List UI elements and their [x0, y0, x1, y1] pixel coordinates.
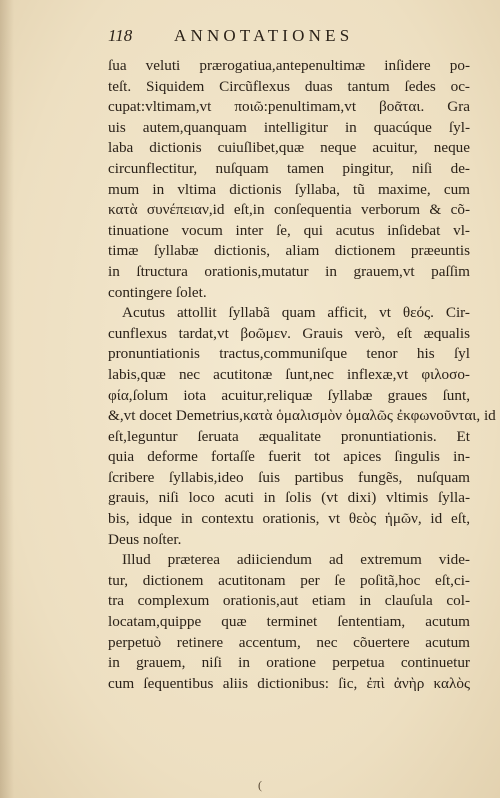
text-line: cupat:vltimam,vt ποιῶ:penultimam,vt βοᾶται. Gra [108, 98, 470, 116]
text-line: contingere ſolet. [108, 283, 207, 301]
text-line: ſcribere ſyllabis,ideo ſuis partibus fungẽs, nuſquam [108, 468, 470, 486]
text-line: tra complexum orationis,aut etiam in clauſula col- [108, 592, 470, 610]
text-line: φία,ſolum iota acuitur,reliquæ ſyllabæ graues ſunt, [108, 386, 470, 404]
text-line: tur, dictionem acutitonam per ſe poſitã,hoc eſt,ci- [108, 571, 470, 589]
text-line: quia deforme fortaſſe fuerit tot apices ſingulis in- [108, 448, 470, 466]
gutter-shadow [0, 0, 14, 798]
text-line: cum ſequentibus aliis dictionibus: ſic, ἐπὶ ἀνὴρ καλὸς [108, 674, 470, 692]
page-number: 118 [108, 26, 133, 45]
text-line: ſua veluti prærogatiua,antepenultimæ inſidere po- [108, 57, 470, 74]
text-line: &,vt docet Demetrius,κατὰ ὁμαλισμὸν ὁμαλῶς ἐκφωνοῦνται, id [108, 407, 496, 425]
text-line: cunflexus tardat,vt βοῶμεν. Grauis verò, eſt æqualis [108, 324, 470, 342]
text-line: tinuatione vocum inter ſe, qui acutus inſidebat vl- [108, 221, 470, 239]
text-line: in grauem, niſi in oratione perpetua continuetur [108, 654, 470, 672]
text-line: labis,quæ nec acutitonæ ſunt,nec inflexæ,vt φιλοσο- [108, 365, 470, 383]
text-line: Deus noſter. [108, 530, 182, 548]
text-line: pronuntiationis tractus,communiſque tenor his ſyl [108, 345, 470, 363]
text-line: in ſtructura orationis,mutatur in grauem,vt paſſim [108, 262, 470, 280]
text-line: grauis, niſi loco acuti in ſolis (vt dixi) vltimis ſylla- [108, 489, 470, 507]
body-text [108, 56, 496, 694]
text-line: mum in vltima dictionis ſyllaba, tũ maxime, cum [108, 180, 470, 198]
text-line: uis autem,quanquam intelligitur in quacúque ſyl- [108, 118, 470, 136]
text-line: circunflectitur, nuſquam tamen pingitur, niſi de- [108, 159, 470, 177]
text-line: Illud præterea adiiciendum ad extremum vide- [122, 551, 470, 569]
text-line: laba dictionis cuiuſlibet,quæ neque acuitur, neque [108, 139, 470, 157]
text-line: eſt,leguntur ſeruata æqualitate pronuntiationis. Et [108, 427, 470, 445]
text-line: bis, idque in contextu orationis, vt θεὸς ἡμῶν, id eſt, [108, 510, 470, 528]
text-line: locatam,quippe quæ terminet ſententiam, acutum [108, 613, 470, 631]
page-header [108, 26, 468, 48]
text-line: teſt. Siquidem Circũflexus duas tantum ſedes oc- [108, 77, 470, 95]
text-line: Acutus attollit ſyllabã quam afficit, vt θεός. Cir- [122, 304, 470, 322]
text-line: timæ ſyllabæ dictionis, aliam dictionem præeuntis [108, 242, 470, 260]
footer-mark: ( [258, 778, 262, 792]
text-line: κατὰ συνέπειαν,id eſt,in conſequentia verborum & cõ- [108, 201, 470, 219]
text-line: perpetuò retinere accentum, nec cõuertere acutum [108, 633, 470, 651]
running-head: ANNOTATIONES [174, 26, 354, 45]
